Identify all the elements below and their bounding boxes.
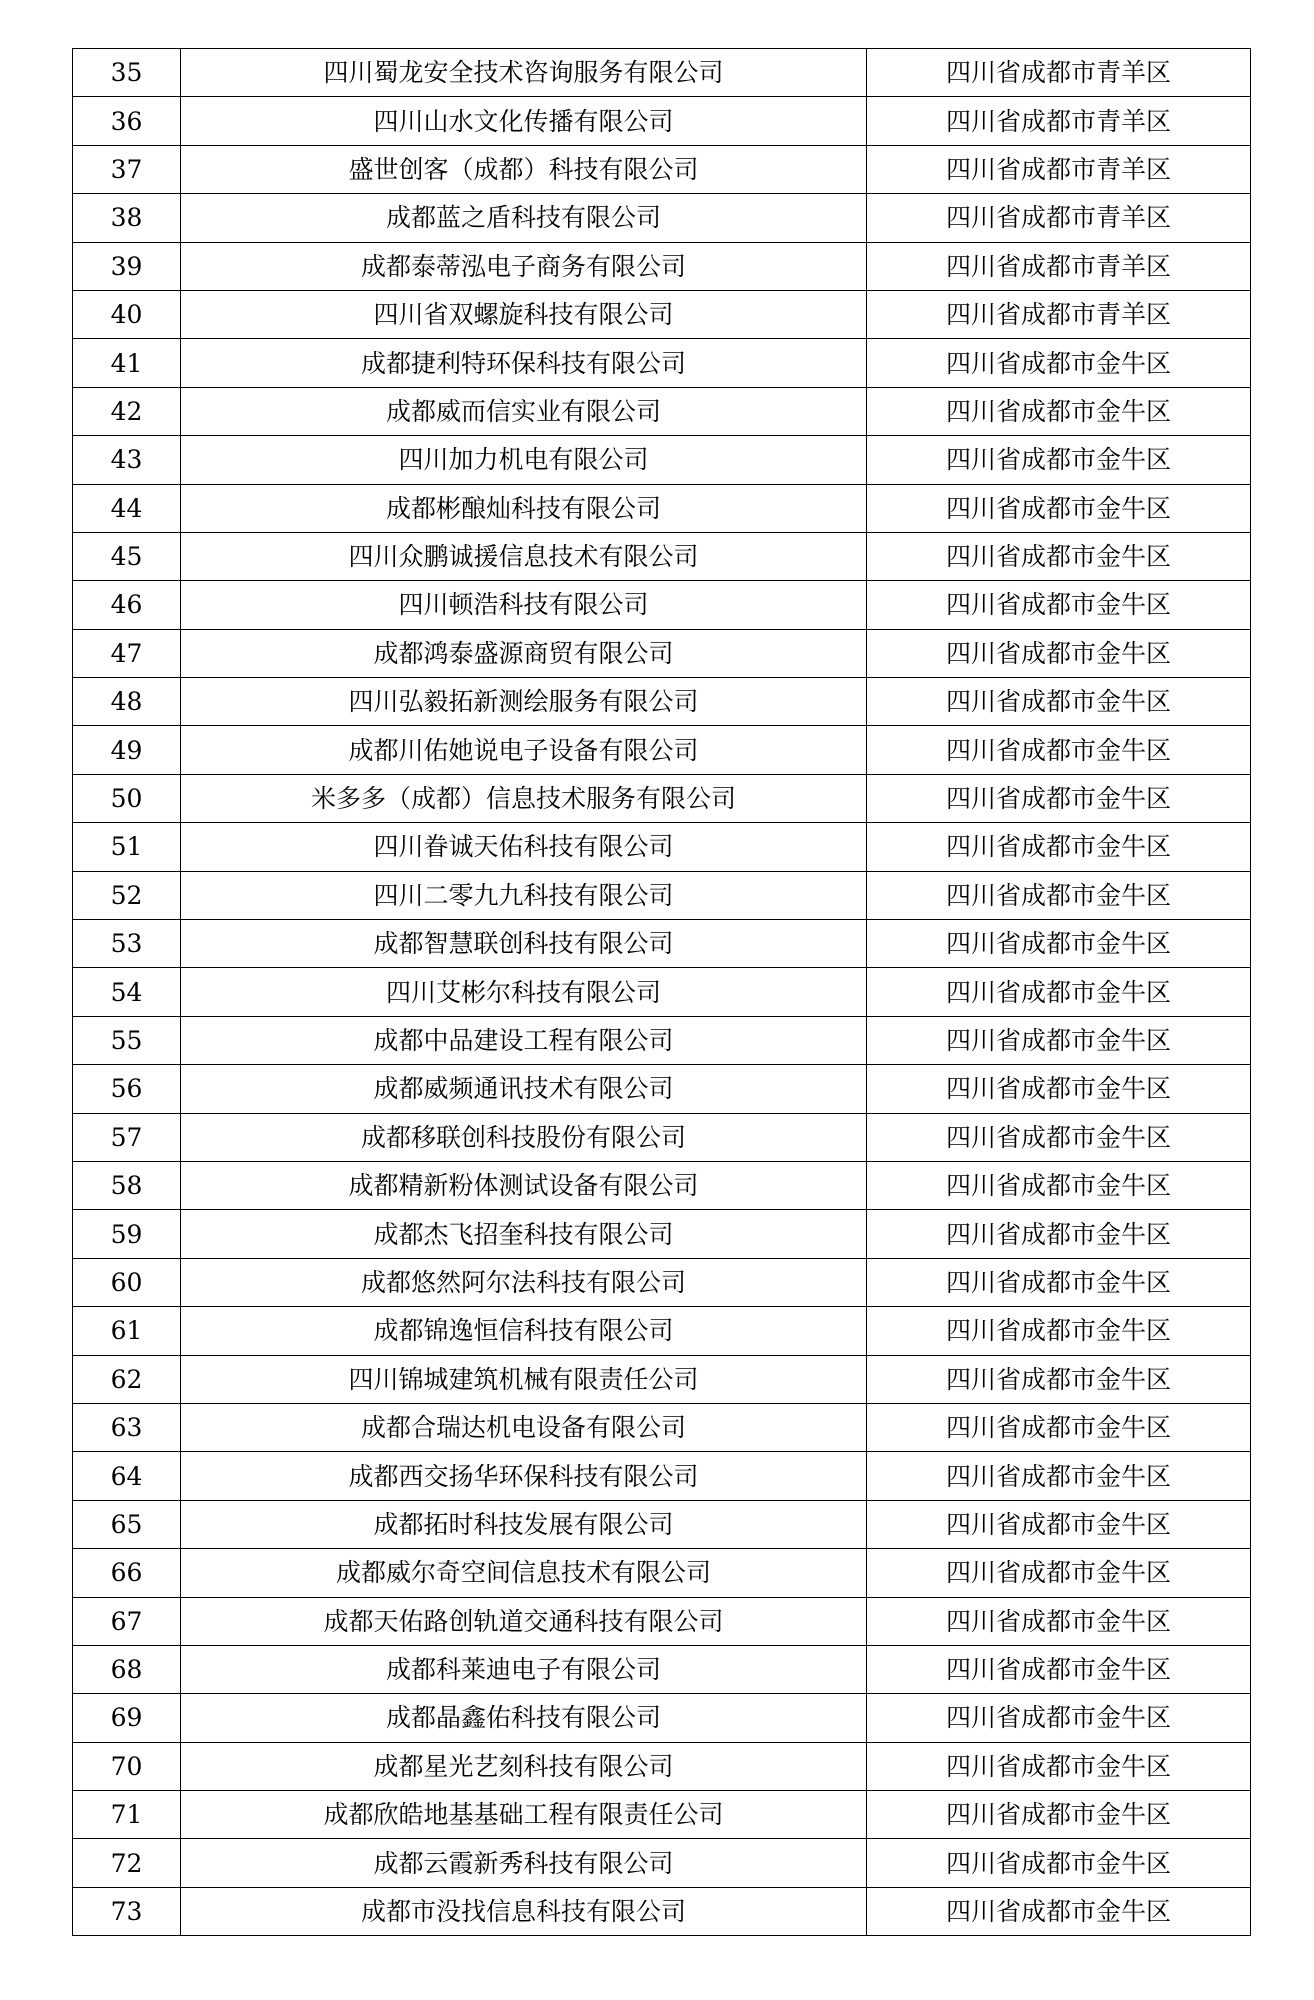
table-row xyxy=(73,436,1251,484)
row-index-cell: 43 xyxy=(73,436,181,484)
region-cell: 四川省成都市金牛区 xyxy=(867,581,1251,629)
region-cell: 四川省成都市金牛区 xyxy=(867,678,1251,726)
table-row xyxy=(73,339,1251,387)
row-index-cell: 35 xyxy=(73,49,181,97)
table-row xyxy=(73,581,1251,629)
table-row xyxy=(73,97,1251,145)
company-name-cell: 成都星光艺刻科技有限公司 xyxy=(181,1742,867,1790)
table-row xyxy=(73,1839,1251,1887)
company-name-cell: 四川弘毅拓新测绘服务有限公司 xyxy=(181,678,867,726)
row-index-cell: 39 xyxy=(73,242,181,290)
region-cell: 四川省成都市金牛区 xyxy=(867,1113,1251,1161)
company-name-cell: 成都威频通讯技术有限公司 xyxy=(181,1065,867,1113)
region-cell: 四川省成都市金牛区 xyxy=(867,387,1251,435)
company-name-cell: 成都市没找信息科技有限公司 xyxy=(181,1887,867,1935)
company-name-cell: 成都彬酿灿科技有限公司 xyxy=(181,484,867,532)
region-cell: 四川省成都市青羊区 xyxy=(867,242,1251,290)
table-row xyxy=(73,145,1251,193)
company-name-cell: 四川众鹏诚援信息技术有限公司 xyxy=(181,532,867,580)
row-index-cell: 40 xyxy=(73,290,181,338)
region-cell: 四川省成都市金牛区 xyxy=(867,1161,1251,1209)
region-cell: 四川省成都市金牛区 xyxy=(867,920,1251,968)
company-name-cell: 成都云霞新秀科技有限公司 xyxy=(181,1839,867,1887)
company-name-cell: 成都科莱迪电子有限公司 xyxy=(181,1645,867,1693)
row-index-cell: 62 xyxy=(73,1355,181,1403)
company-name-cell: 成都捷利特环保科技有限公司 xyxy=(181,339,867,387)
row-index-cell: 63 xyxy=(73,1403,181,1451)
table-row xyxy=(73,726,1251,774)
company-name-cell: 成都锦逸恒信科技有限公司 xyxy=(181,1307,867,1355)
table-row xyxy=(73,290,1251,338)
region-cell: 四川省成都市金牛区 xyxy=(867,871,1251,919)
region-cell: 四川省成都市金牛区 xyxy=(867,1887,1251,1935)
table-row xyxy=(73,920,1251,968)
region-cell: 四川省成都市金牛区 xyxy=(867,436,1251,484)
company-list-table xyxy=(72,48,1251,1936)
table-row xyxy=(73,629,1251,677)
row-index-cell: 37 xyxy=(73,145,181,193)
region-cell: 四川省成都市金牛区 xyxy=(867,1742,1251,1790)
company-name-cell: 成都威而信实业有限公司 xyxy=(181,387,867,435)
company-name-cell: 四川二零九九科技有限公司 xyxy=(181,871,867,919)
row-index-cell: 49 xyxy=(73,726,181,774)
row-index-cell: 72 xyxy=(73,1839,181,1887)
row-index-cell: 44 xyxy=(73,484,181,532)
region-cell: 四川省成都市金牛区 xyxy=(867,339,1251,387)
table-row xyxy=(73,1597,1251,1645)
company-name-cell: 米多多（成都）信息技术服务有限公司 xyxy=(181,774,867,822)
region-cell: 四川省成都市金牛区 xyxy=(867,1694,1251,1742)
company-name-cell: 成都蓝之盾科技有限公司 xyxy=(181,194,867,242)
row-index-cell: 58 xyxy=(73,1161,181,1209)
region-cell: 四川省成都市金牛区 xyxy=(867,1307,1251,1355)
row-index-cell: 69 xyxy=(73,1694,181,1742)
table-row xyxy=(73,532,1251,580)
table-row xyxy=(73,1742,1251,1790)
table-row xyxy=(73,1210,1251,1258)
company-name-cell: 成都拓时科技发展有限公司 xyxy=(181,1500,867,1548)
row-index-cell: 51 xyxy=(73,823,181,871)
company-name-cell: 成都中品建设工程有限公司 xyxy=(181,1016,867,1064)
region-cell: 四川省成都市金牛区 xyxy=(867,1065,1251,1113)
table-row xyxy=(73,1500,1251,1548)
region-cell: 四川省成都市金牛区 xyxy=(867,1791,1251,1839)
table-row xyxy=(73,1403,1251,1451)
region-cell: 四川省成都市金牛区 xyxy=(867,1403,1251,1451)
company-name-cell: 四川艾彬尔科技有限公司 xyxy=(181,968,867,1016)
region-cell: 四川省成都市金牛区 xyxy=(867,1645,1251,1693)
table-row xyxy=(73,1694,1251,1742)
region-cell: 四川省成都市金牛区 xyxy=(867,484,1251,532)
table-row xyxy=(73,1791,1251,1839)
table-row xyxy=(73,1887,1251,1935)
company-name-cell: 成都杰飞招奎科技有限公司 xyxy=(181,1210,867,1258)
company-name-cell: 成都川佑她说电子设备有限公司 xyxy=(181,726,867,774)
region-cell: 四川省成都市青羊区 xyxy=(867,145,1251,193)
region-cell: 四川省成都市金牛区 xyxy=(867,1597,1251,1645)
table-row xyxy=(73,1258,1251,1306)
table-row xyxy=(73,1645,1251,1693)
table-row xyxy=(73,1355,1251,1403)
company-name-cell: 成都合瑞达机电设备有限公司 xyxy=(181,1403,867,1451)
company-name-cell: 四川眷诚天佑科技有限公司 xyxy=(181,823,867,871)
region-cell: 四川省成都市金牛区 xyxy=(867,1258,1251,1306)
table-row xyxy=(73,1549,1251,1597)
table-row xyxy=(73,1307,1251,1355)
row-index-cell: 66 xyxy=(73,1549,181,1597)
table-row xyxy=(73,484,1251,532)
company-name-cell: 四川山水文化传播有限公司 xyxy=(181,97,867,145)
row-index-cell: 65 xyxy=(73,1500,181,1548)
region-cell: 四川省成都市青羊区 xyxy=(867,97,1251,145)
row-index-cell: 61 xyxy=(73,1307,181,1355)
row-index-cell: 50 xyxy=(73,774,181,822)
company-name-cell: 成都欣皓地基基础工程有限责任公司 xyxy=(181,1791,867,1839)
company-name-cell: 成都晶鑫佑科技有限公司 xyxy=(181,1694,867,1742)
row-index-cell: 73 xyxy=(73,1887,181,1935)
company-name-cell: 四川顿浩科技有限公司 xyxy=(181,581,867,629)
row-index-cell: 67 xyxy=(73,1597,181,1645)
row-index-cell: 53 xyxy=(73,920,181,968)
row-index-cell: 68 xyxy=(73,1645,181,1693)
table-row xyxy=(73,1065,1251,1113)
row-index-cell: 52 xyxy=(73,871,181,919)
row-index-cell: 46 xyxy=(73,581,181,629)
company-name-cell: 成都悠然阿尔法科技有限公司 xyxy=(181,1258,867,1306)
company-name-cell: 四川省双螺旋科技有限公司 xyxy=(181,290,867,338)
table-row xyxy=(73,968,1251,1016)
company-name-cell: 成都移联创科技股份有限公司 xyxy=(181,1113,867,1161)
region-cell: 四川省成都市金牛区 xyxy=(867,1549,1251,1597)
table-row xyxy=(73,774,1251,822)
company-name-cell: 成都智慧联创科技有限公司 xyxy=(181,920,867,968)
company-name-cell: 四川加力机电有限公司 xyxy=(181,436,867,484)
row-index-cell: 70 xyxy=(73,1742,181,1790)
row-index-cell: 71 xyxy=(73,1791,181,1839)
table-row xyxy=(73,1113,1251,1161)
table-row xyxy=(73,1452,1251,1500)
row-index-cell: 42 xyxy=(73,387,181,435)
table-row xyxy=(73,387,1251,435)
region-cell: 四川省成都市金牛区 xyxy=(867,1839,1251,1887)
row-index-cell: 59 xyxy=(73,1210,181,1258)
company-name-cell: 成都天佑路创轨道交通科技有限公司 xyxy=(181,1597,867,1645)
region-cell: 四川省成都市青羊区 xyxy=(867,49,1251,97)
region-cell: 四川省成都市金牛区 xyxy=(867,532,1251,580)
region-cell: 四川省成都市金牛区 xyxy=(867,629,1251,677)
row-index-cell: 41 xyxy=(73,339,181,387)
table-row xyxy=(73,678,1251,726)
table-row xyxy=(73,1161,1251,1209)
table-row xyxy=(73,194,1251,242)
region-cell: 四川省成都市金牛区 xyxy=(867,1016,1251,1064)
table-row xyxy=(73,871,1251,919)
company-name-cell: 四川锦城建筑机械有限责任公司 xyxy=(181,1355,867,1403)
company-name-cell: 成都泰蒂泓电子商务有限公司 xyxy=(181,242,867,290)
table-row xyxy=(73,1016,1251,1064)
row-index-cell: 48 xyxy=(73,678,181,726)
table-body xyxy=(73,49,1251,1936)
row-index-cell: 57 xyxy=(73,1113,181,1161)
company-name-cell: 成都精新粉体测试设备有限公司 xyxy=(181,1161,867,1209)
region-cell: 四川省成都市金牛区 xyxy=(867,968,1251,1016)
region-cell: 四川省成都市金牛区 xyxy=(867,774,1251,822)
row-index-cell: 64 xyxy=(73,1452,181,1500)
region-cell: 四川省成都市青羊区 xyxy=(867,290,1251,338)
region-cell: 四川省成都市青羊区 xyxy=(867,194,1251,242)
row-index-cell: 55 xyxy=(73,1016,181,1064)
table-row xyxy=(73,823,1251,871)
company-name-cell: 成都威尔奇空间信息技术有限公司 xyxy=(181,1549,867,1597)
row-index-cell: 38 xyxy=(73,194,181,242)
row-index-cell: 54 xyxy=(73,968,181,1016)
table-row xyxy=(73,49,1251,97)
region-cell: 四川省成都市金牛区 xyxy=(867,1210,1251,1258)
company-name-cell: 成都鸿泰盛源商贸有限公司 xyxy=(181,629,867,677)
row-index-cell: 36 xyxy=(73,97,181,145)
table-row xyxy=(73,242,1251,290)
row-index-cell: 47 xyxy=(73,629,181,677)
row-index-cell: 60 xyxy=(73,1258,181,1306)
region-cell: 四川省成都市金牛区 xyxy=(867,1500,1251,1548)
region-cell: 四川省成都市金牛区 xyxy=(867,726,1251,774)
company-name-cell: 四川蜀龙安全技术咨询服务有限公司 xyxy=(181,49,867,97)
row-index-cell: 56 xyxy=(73,1065,181,1113)
company-name-cell: 成都西交扬华环保科技有限公司 xyxy=(181,1452,867,1500)
region-cell: 四川省成都市金牛区 xyxy=(867,1355,1251,1403)
region-cell: 四川省成都市金牛区 xyxy=(867,823,1251,871)
company-name-cell: 盛世创客（成都）科技有限公司 xyxy=(181,145,867,193)
row-index-cell: 45 xyxy=(73,532,181,580)
region-cell: 四川省成都市金牛区 xyxy=(867,1452,1251,1500)
